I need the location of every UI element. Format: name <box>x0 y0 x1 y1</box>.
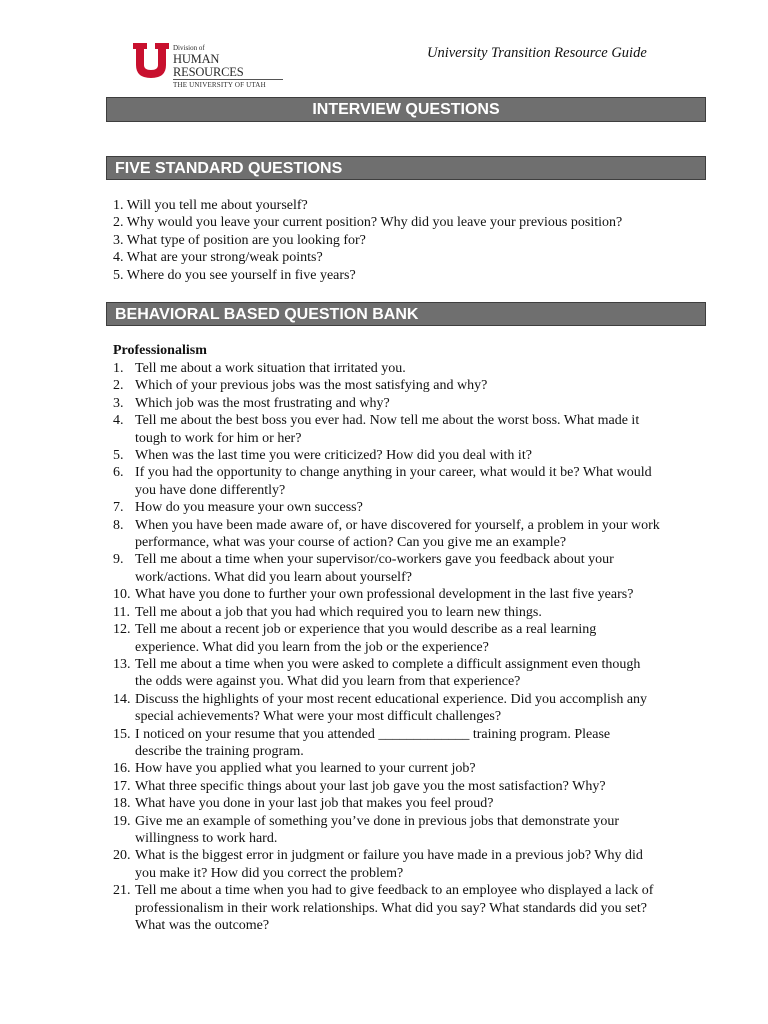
question-line: special achievements? What were your most difficult challenges? <box>135 709 502 725</box>
question-line: Give me an example of something you’ve done in previous jobs that demonstrate your <box>135 813 620 829</box>
list-item <box>113 691 713 726</box>
question-text <box>135 778 700 795</box>
question-number: 8. <box>113 517 124 533</box>
question-number: 7. <box>113 500 124 516</box>
behavioral-question-bank-heading: BEHAVIORAL BASED QUESTION BANK <box>106 302 706 326</box>
question-number: 10. <box>113 587 131 603</box>
question-line: When you have been made aware of, or have discovered for yourself, a problem in your work <box>135 517 660 533</box>
question-number: 3. <box>113 395 124 411</box>
question-line: What is the biggest error in judgment or failure you have made in a previous job? Why did <box>135 848 643 864</box>
question-text <box>135 360 700 377</box>
list-item <box>113 395 713 412</box>
question-line: Tell me about a job that you had which required you to learn new things. <box>135 604 542 620</box>
question-number: 1. <box>113 361 124 376</box>
question-text <box>135 813 700 848</box>
question-line: Tell me about a time when your supervisor/co-workers gave you feedback about your <box>135 552 614 568</box>
list-item <box>113 499 713 516</box>
list-item <box>113 760 713 777</box>
question-line: What three specific things about your last job gave you the most satisfaction? Why? <box>135 778 606 794</box>
standard-question: 1. Will you tell me about yourself? <box>113 198 308 213</box>
logo-human-resources-text: HUMAN RESOURCES <box>173 53 283 80</box>
question-line: describe the training program. <box>135 743 304 759</box>
question-line: I noticed on your resume that you attended _____________ training program. Please <box>135 726 611 742</box>
question-text <box>135 604 700 621</box>
question-number: 21. <box>113 883 131 899</box>
question-text <box>135 395 700 412</box>
question-line: Tell me about a time when you had to give feedback to an employee who displayed a lack of <box>135 883 654 899</box>
question-number: 13. <box>113 656 131 672</box>
list-item <box>113 412 713 447</box>
question-line: If you had the opportunity to change anything in your career, what would it be? What would <box>135 465 652 481</box>
question-line: How have you applied what you learned to your current job? <box>135 761 476 777</box>
logo-university-text: THE UNIVERSITY OF UTAH <box>173 81 266 89</box>
list-item <box>113 586 713 603</box>
hr-logo <box>133 43 283 89</box>
professionalism-subheading: Professionalism <box>113 343 207 358</box>
question-line: Discuss the highlights of your most recent educational experience. Did you accomplish any <box>135 691 648 707</box>
list-item <box>113 447 713 464</box>
standard-question: 3. What type of position are you looking for? <box>113 232 366 248</box>
question-text <box>135 499 700 516</box>
question-number: 9. <box>113 552 124 568</box>
question-text <box>135 691 700 726</box>
question-line: tough to work for him or her? <box>135 430 302 446</box>
question-line: Which of your previous jobs was the most satisfying and why? <box>135 378 488 394</box>
question-line: How do you measure your own success? <box>135 500 363 516</box>
question-line: you have done differently? <box>135 482 286 498</box>
list-item <box>113 551 713 586</box>
question-text <box>135 621 700 656</box>
question-number: 14. <box>113 691 131 707</box>
list-item <box>113 464 713 499</box>
list-item <box>113 882 713 934</box>
question-number: 15. <box>113 726 131 742</box>
question-line: Tell me about a time when you were asked to complete a difficult assignment even though <box>135 656 641 672</box>
behavioral-questions-list <box>113 360 713 934</box>
page-title: INTERVIEW QUESTIONS <box>106 97 706 122</box>
university-of-utah-u-logo-icon <box>133 43 169 79</box>
list-item <box>113 517 713 552</box>
question-text <box>135 847 700 882</box>
question-line: Which job was the most frustrating and why? <box>135 395 390 411</box>
question-line: When was the last time you were criticized? How did you deal with it? <box>135 448 532 464</box>
question-number: 20. <box>113 848 131 864</box>
question-line: you make it? How did you correct the problem? <box>135 865 404 881</box>
list-item <box>113 847 713 882</box>
question-line: Tell me about the best boss you ever had. Now tell me about the worst boss. What made it <box>135 413 640 429</box>
list-item <box>113 813 713 848</box>
question-number: 19. <box>113 813 131 829</box>
question-text <box>135 377 700 394</box>
question-text <box>135 517 700 552</box>
list-item <box>113 360 713 377</box>
list-item <box>113 778 713 795</box>
standard-question: 5. Where do you see yourself in five years? <box>113 267 356 283</box>
question-text <box>135 726 700 761</box>
question-line: the odds were against you. What did you learn from that experience? <box>135 674 521 690</box>
question-line: work/actions. What did you learn about yourself? <box>135 569 412 585</box>
question-text <box>135 760 700 777</box>
question-text <box>135 656 700 691</box>
list-item <box>113 604 713 621</box>
logo-division-text: Division of <box>173 44 205 52</box>
question-line: performance, what was your course of action? Can you give me an example? <box>135 535 567 551</box>
question-number: 17. <box>113 778 131 794</box>
question-number: 12. <box>113 622 131 638</box>
question-text <box>135 551 700 586</box>
question-line: experience. What did you learn from the job or the experience? <box>135 639 489 655</box>
question-text <box>135 882 700 934</box>
question-line: Tell me about a work situation that irritated you. <box>135 361 406 376</box>
question-text <box>135 447 700 464</box>
question-line: What have you done in your last job that makes you feel proud? <box>135 796 494 812</box>
five-standard-questions-heading: FIVE STANDARD QUESTIONS <box>106 156 706 180</box>
question-text <box>135 464 700 499</box>
list-item <box>113 621 713 656</box>
question-number: 16. <box>113 761 131 777</box>
standard-question: 4. What are your strong/weak points? <box>113 250 323 266</box>
question-line: willingness to work hard. <box>135 830 278 846</box>
standard-question: 2. Why would you leave your current position? Why did you leave your previous position? <box>113 215 623 231</box>
list-item <box>113 656 713 691</box>
list-item <box>113 377 713 394</box>
list-item <box>113 795 713 812</box>
guide-title: University Transition Resource Guide <box>427 45 647 61</box>
list-item <box>113 726 713 761</box>
standard-questions-list <box>113 197 713 284</box>
question-text <box>135 412 700 447</box>
question-number: 18. <box>113 796 131 812</box>
question-line: What was the outcome? <box>135 918 270 933</box>
question-number: 11. <box>113 604 130 620</box>
question-line: Tell me about a recent job or experience that you would describe as a real learning <box>135 622 597 638</box>
question-number: 6. <box>113 465 124 481</box>
question-number: 4. <box>113 413 124 429</box>
question-line: What have you done to further your own professional development in the last five years? <box>135 587 634 603</box>
question-number: 5. <box>113 448 124 464</box>
question-line: professionalism in their work relationships. What did you say? What standards did you set? <box>135 900 647 916</box>
question-text <box>135 795 700 812</box>
question-number: 2. <box>113 378 124 394</box>
question-text <box>135 586 700 603</box>
